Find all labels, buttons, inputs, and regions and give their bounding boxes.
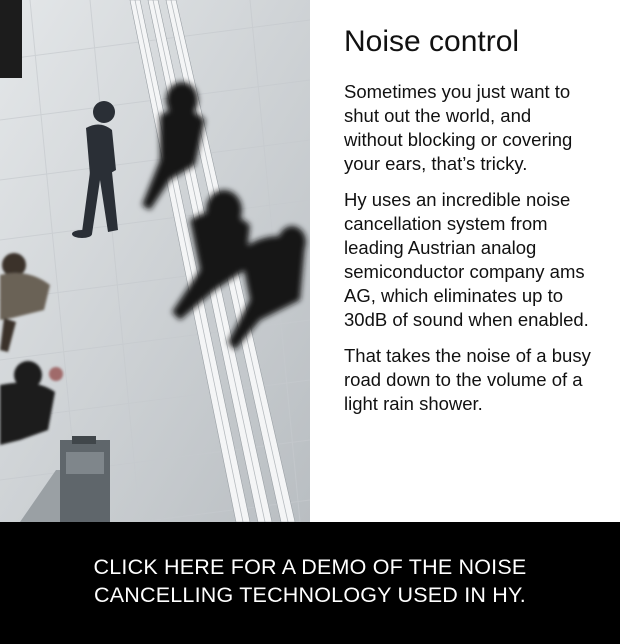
article-paragraph: Sometimes you just want to shut out the world, and without blocking or covering your ears, that’s tricky. (344, 81, 573, 174)
station-crowd-photo (0, 0, 310, 522)
article-paragraph: Hy uses an incredible noise cancellation system from leading Austrian analog semiconductor company ams AG, which eliminates up to 30dB of sound when enabled. (344, 189, 589, 330)
demo-cta-banner[interactable] (0, 522, 620, 644)
article-text (344, 24, 594, 428)
demo-cta-link[interactable]: CLICK HERE FOR A DEMO OF THE NOISE CANCELLING TECHNOLOGY USED IN HY. (93, 555, 527, 607)
article-title: Noise control (344, 25, 520, 58)
article-paragraph: That takes the noise of a busy road down to the volume of a light rain shower. (344, 345, 591, 414)
